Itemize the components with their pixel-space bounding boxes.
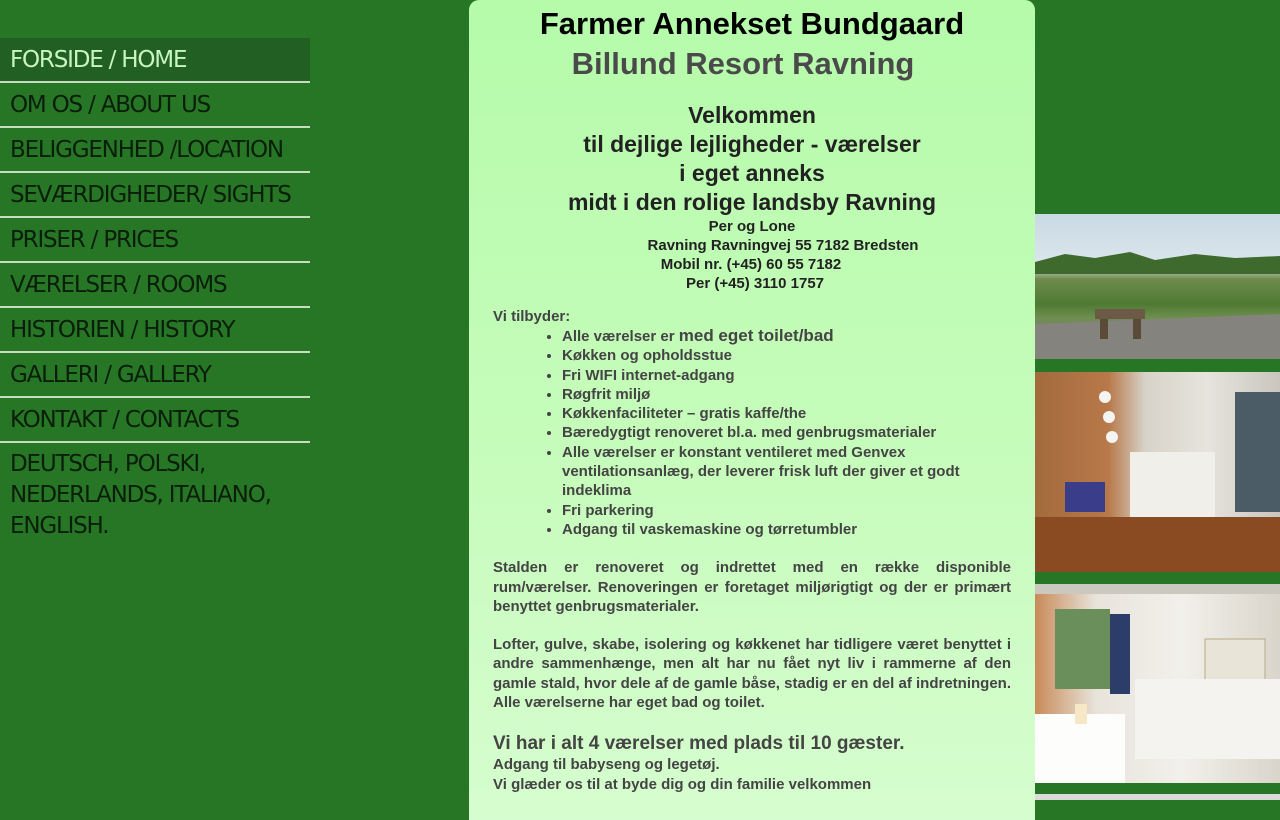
- contact-address: Ravning Ravningvej 55 7182 Bredsten: [647, 237, 919, 254]
- nav-item-sights[interactable]: SEVÆRDIGHEDER/ SIGHTS: [0, 173, 310, 218]
- list-item: • Køkken og opholdsstue: [562, 346, 1011, 365]
- contact-per-phone: Per (+45) 3110 1757: [685, 275, 825, 292]
- rooms-heading: Vi har i alt 4 værelser med plads til 10 gæster.: [493, 733, 905, 755]
- nav-item-history[interactable]: HISTORIEN / HISTORY: [0, 308, 310, 353]
- family-line: Vi glæder os til at byde dig og din familie velkommen: [493, 775, 872, 793]
- contact-mobile: Mobil nr. (+45) 60 55 7182: [660, 256, 842, 273]
- list-item: [562, 326, 1011, 346]
- kitchen-photo-art: [1035, 372, 1280, 572]
- bedroom-photo: [1035, 584, 1280, 783]
- welcome-line: Velkommen: [688, 102, 816, 128]
- landscape-photo: [1035, 214, 1280, 359]
- list-item: • Fri parkering: [562, 501, 1011, 520]
- list-item: • Alle værelser er konstant ventileret med Genvex ventilationsanlæg, der leverer frisk luft der giver et godt indeklima: [562, 443, 1011, 501]
- list-item: • Fri WIFI internet-adgang: [562, 366, 1011, 385]
- bedroom-photo-art: [1035, 584, 1280, 783]
- nav-item-home[interactable]: FORSIDE / HOME: [0, 38, 310, 83]
- offer-prefix: Alle værelser er: [562, 328, 675, 345]
- nav-item-contacts[interactable]: KONTAKT / CONTACTS: [0, 398, 310, 443]
- contact-block: [493, 217, 1011, 293]
- nav-item-gallery[interactable]: GALLERI / GALLERY: [0, 353, 310, 398]
- partial-photo: [1035, 794, 1280, 800]
- list-item: • Køkkenfaciliteter – gratis kaffe/the: [562, 404, 1011, 423]
- list-item: • Røgfrit miljø: [562, 385, 1011, 404]
- offers-list: [493, 326, 1011, 539]
- babybed-line: Adgang til babyseng og legetøj.: [493, 756, 720, 774]
- contact-names: Per og Lone: [708, 218, 796, 235]
- welcome-block: [493, 101, 1011, 217]
- nav-item-rooms[interactable]: VÆRELSER / ROOMS: [0, 263, 310, 308]
- content-panel: [469, 0, 1035, 820]
- list-item: • Bæredygtigt renoveret bl.a. med genbrugsmaterialer: [562, 423, 1011, 442]
- welcome-line: midt i den rolige landsby Ravning: [567, 189, 937, 215]
- main-navigation: [0, 38, 310, 542]
- list-item: • Adgang til vaskemaskine og tørretumbler: [562, 520, 1011, 539]
- welcome-line: til dejlige lejligheder - værelser: [583, 131, 921, 157]
- nav-item-prices[interactable]: PRISER / PRICES: [0, 218, 310, 263]
- renovation-paragraph: Stalden er renoveret og indrettet med en række disponible rum/værelser. Renoveringen er foretaget miljørigtigt og der er primært benyttet genbrugsmaterialer.: [493, 559, 1011, 615]
- page-title: Farmer Annekset Bundgaard: [539, 6, 965, 41]
- interior-paragraph: Lofter, gulve, skabe, isolering og køkkenet har tidligere været benyttet i andre sammenhænge, men alt har nu fået nyt liv i rammerne af den gamle stald, hvor dele af de gamle båse, stadig er en del af indretningen. Alle værelserne har eget bad og toilet.: [493, 636, 1011, 712]
- nav-item-about[interactable]: OM OS / ABOUT US: [0, 83, 310, 128]
- offer-emphasis: med eget toilet/bad: [678, 326, 834, 345]
- landscape-photo-art: [1035, 214, 1280, 359]
- welcome-line: i eget anneks: [679, 160, 825, 186]
- nav-item-location[interactable]: BELIGGENHED /LOCATION: [0, 128, 310, 173]
- nav-item-languages[interactable]: DEUTSCH, POLSKI, NEDERLANDS, ITALIANO, ENGLISH.: [10, 451, 271, 539]
- kitchen-photo: [1035, 372, 1280, 572]
- page-subtitle: Billund Resort Ravning: [571, 46, 915, 81]
- offers-heading: Vi tilbyder:: [493, 308, 571, 325]
